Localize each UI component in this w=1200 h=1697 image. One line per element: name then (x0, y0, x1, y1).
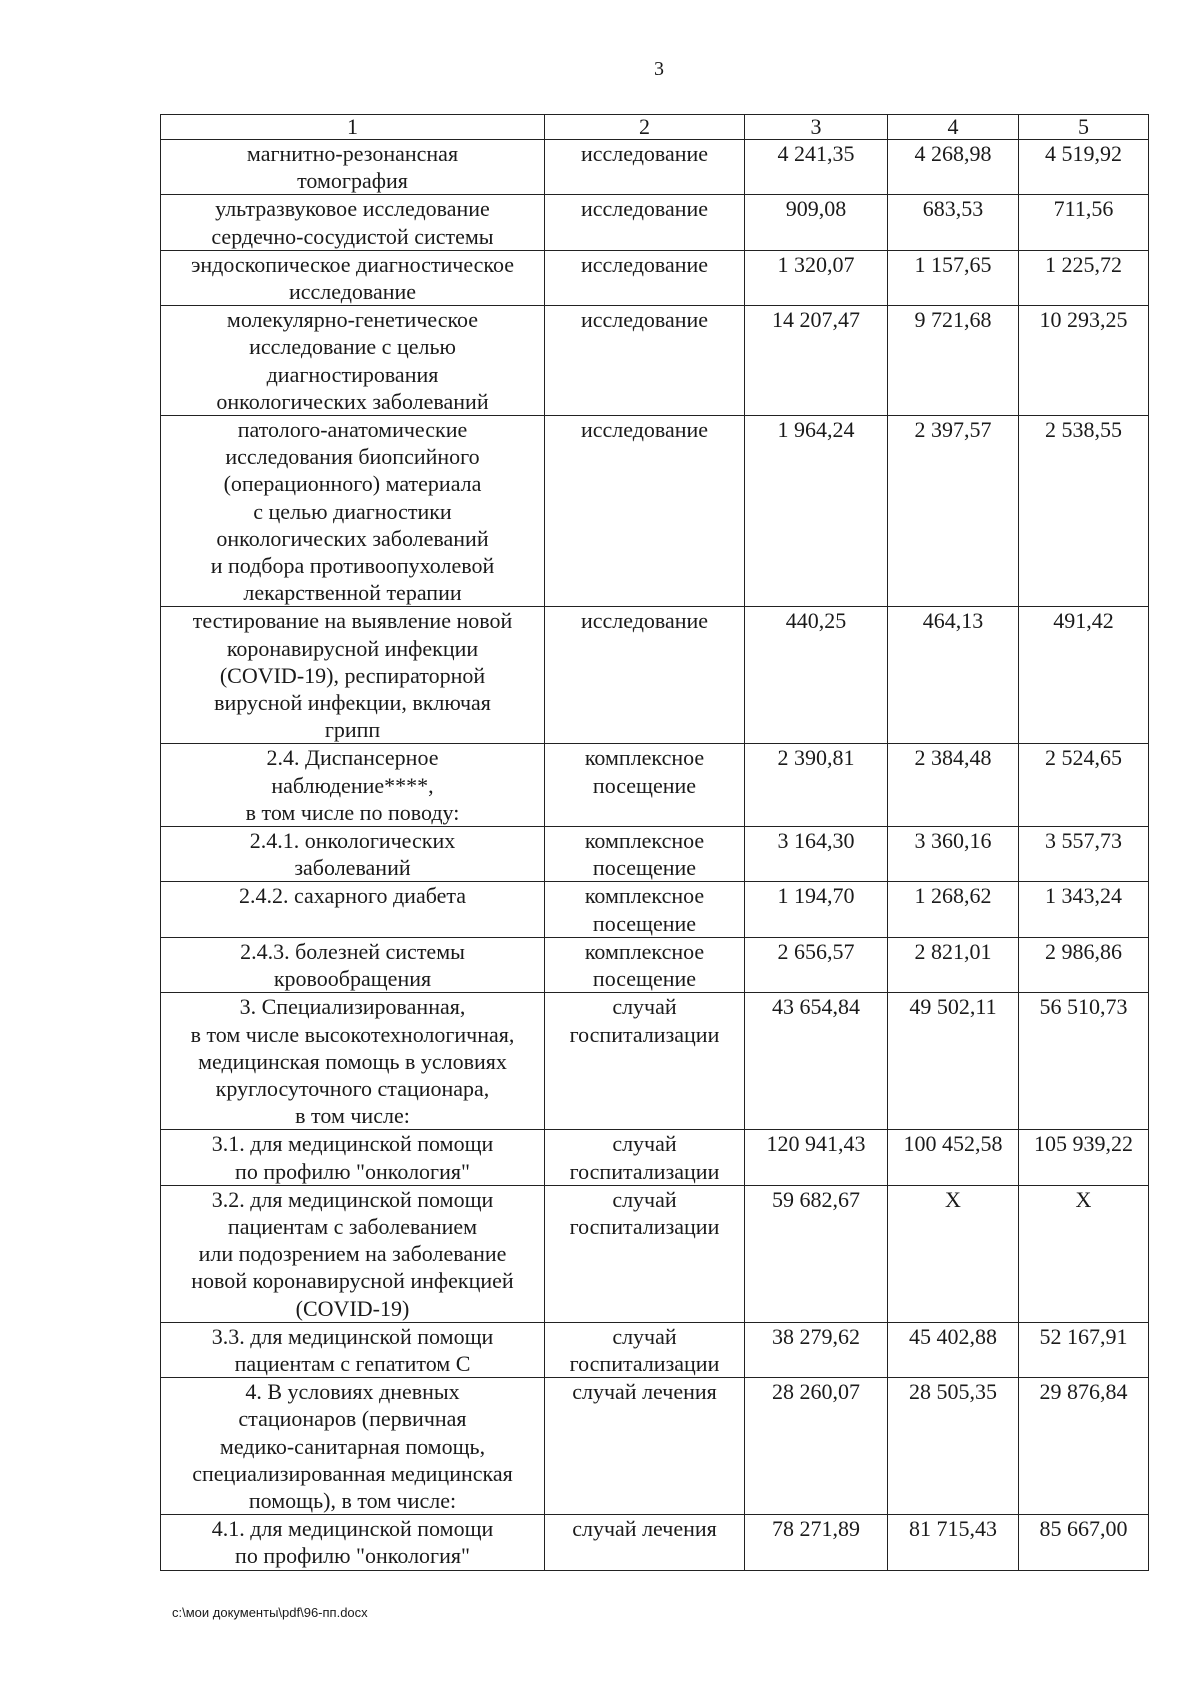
table-row (161, 250, 1149, 305)
row-value-cell: 49 502,11 (888, 993, 1019, 1130)
row-value-cell: 4 268,98 (888, 140, 1019, 195)
row-value-cell: 105 939,22 (1019, 1130, 1149, 1185)
row-value-cell: 100 452,58 (888, 1130, 1019, 1185)
row-unit-cell: комплексное посещение (545, 827, 745, 882)
row-value-cell: 2 538,55 (1019, 416, 1149, 607)
row-value-cell: 683,53 (888, 195, 1019, 250)
row-value-cell: 1 194,70 (745, 882, 888, 937)
row-value-cell: 491,42 (1019, 607, 1149, 744)
row-value-cell: 120 941,43 (745, 1130, 888, 1185)
row-unit-cell: комплексное посещение (545, 882, 745, 937)
column-header: 1 (161, 115, 545, 140)
row-value-cell: 28 505,35 (888, 1378, 1019, 1515)
row-unit-cell: случай госпитализации (545, 1130, 745, 1185)
table-row (161, 993, 1149, 1130)
row-description-cell: 2.4. Диспансерное наблюдение****, в том числе по поводу: (161, 744, 545, 827)
row-value-cell: 52 167,91 (1019, 1322, 1149, 1377)
row-value-cell: 1 157,65 (888, 250, 1019, 305)
column-header: 2 (545, 115, 745, 140)
row-unit-cell: случай госпитализации (545, 1322, 745, 1377)
row-unit-cell: комплексное посещение (545, 744, 745, 827)
row-value-cell: 45 402,88 (888, 1322, 1019, 1377)
row-value-cell: 78 271,89 (745, 1515, 888, 1570)
row-description-cell: 3.1. для медицинской помощи по профилю "онкология" (161, 1130, 545, 1185)
row-unit-cell: исследование (545, 416, 745, 607)
table-row (161, 306, 1149, 416)
row-unit-cell: исследование (545, 607, 745, 744)
row-unit-cell: случай лечения (545, 1515, 745, 1570)
table-row (161, 1185, 1149, 1322)
row-unit-cell: исследование (545, 306, 745, 416)
row-description-cell: 3. Специализированная, в том числе высокотехнологичная, медицинская помощь в условиях круглосуточного стационара, в том числе: (161, 993, 545, 1130)
row-description-cell: 2.4.3. болезней системы кровообращения (161, 937, 545, 992)
table-row (161, 937, 1149, 992)
row-description-cell: 3.3. для медицинской помощи пациентам с гепатитом С (161, 1322, 545, 1377)
row-value-cell: 2 390,81 (745, 744, 888, 827)
tariff-table (160, 114, 1149, 1571)
table-row (161, 827, 1149, 882)
row-description-cell: тестирование на выявление новой коронавирусной инфекции (COVID-19), респираторной вирусной инфекции, включая грипп (161, 607, 545, 744)
row-value-cell: 2 821,01 (888, 937, 1019, 992)
page-number: 3 (654, 58, 664, 80)
row-value-cell: 1 268,62 (888, 882, 1019, 937)
row-value-cell: 38 279,62 (745, 1322, 888, 1377)
row-description-cell: патолого-анатомические исследования биопсийного (операционного) материала с целью диагностики онкологических заболеваний и подбора противоопухолевой лекарственной терапии (161, 416, 545, 607)
row-value-cell: 1 225,72 (1019, 250, 1149, 305)
row-value-cell: 85 667,00 (1019, 1515, 1149, 1570)
table-row (161, 416, 1149, 607)
row-unit-cell: случай лечения (545, 1378, 745, 1515)
row-value-cell: 2 656,57 (745, 937, 888, 992)
row-description-cell: молекулярно-генетическое исследование с целью диагностирования онкологических заболеваний (161, 306, 545, 416)
footer-file-path: c:\мои документы\pdf\96-пп.docx (172, 1605, 368, 1620)
row-description-cell: магнитно-резонансная томография (161, 140, 545, 195)
table-header-row (161, 115, 1149, 140)
row-value-cell: 2 986,86 (1019, 937, 1149, 992)
table-row (161, 195, 1149, 250)
row-value-cell: 2 397,57 (888, 416, 1019, 607)
row-value-cell: 29 876,84 (1019, 1378, 1149, 1515)
row-value-cell: 440,25 (745, 607, 888, 744)
row-value-cell: 3 360,16 (888, 827, 1019, 882)
row-unit-cell: исследование (545, 250, 745, 305)
row-value-cell: 2 384,48 (888, 744, 1019, 827)
row-value-cell: X (888, 1185, 1019, 1322)
table-row (161, 1130, 1149, 1185)
row-value-cell: 1 320,07 (745, 250, 888, 305)
row-description-cell: 2.4.2. сахарного диабета (161, 882, 545, 937)
row-value-cell: 2 524,65 (1019, 744, 1149, 827)
row-value-cell: 909,08 (745, 195, 888, 250)
row-description-cell: эндоскопическое диагностическое исследование (161, 250, 545, 305)
row-value-cell: X (1019, 1185, 1149, 1322)
row-value-cell: 4 519,92 (1019, 140, 1149, 195)
row-value-cell: 56 510,73 (1019, 993, 1149, 1130)
row-value-cell: 464,13 (888, 607, 1019, 744)
row-unit-cell: случай госпитализации (545, 1185, 745, 1322)
row-value-cell: 4 241,35 (745, 140, 888, 195)
row-unit-cell: исследование (545, 195, 745, 250)
column-header: 5 (1019, 115, 1149, 140)
row-description-cell: 4.1. для медицинской помощи по профилю "онкология" (161, 1515, 545, 1570)
row-unit-cell: комплексное посещение (545, 937, 745, 992)
row-value-cell: 81 715,43 (888, 1515, 1019, 1570)
row-value-cell: 711,56 (1019, 195, 1149, 250)
table-row (161, 607, 1149, 744)
column-header: 3 (745, 115, 888, 140)
row-value-cell: 28 260,07 (745, 1378, 888, 1515)
table-row (161, 1378, 1149, 1515)
table-row (161, 1322, 1149, 1377)
row-value-cell: 59 682,67 (745, 1185, 888, 1322)
column-header: 4 (888, 115, 1019, 140)
table-row (161, 744, 1149, 827)
table-row (161, 882, 1149, 937)
row-description-cell: 2.4.1. онкологических заболеваний (161, 827, 545, 882)
row-unit-cell: исследование (545, 140, 745, 195)
row-value-cell: 3 164,30 (745, 827, 888, 882)
row-unit-cell: случай госпитализации (545, 993, 745, 1130)
table-row (161, 1515, 1149, 1570)
table-row (161, 140, 1149, 195)
row-value-cell: 14 207,47 (745, 306, 888, 416)
row-value-cell: 43 654,84 (745, 993, 888, 1130)
row-value-cell: 9 721,68 (888, 306, 1019, 416)
row-value-cell: 1 343,24 (1019, 882, 1149, 937)
row-description-cell: 4. В условиях дневных стационаров (первичная медико-санитарная помощь, специализированная медицинская помощь), в том числе: (161, 1378, 545, 1515)
row-value-cell: 1 964,24 (745, 416, 888, 607)
row-description-cell: 3.2. для медицинской помощи пациентам с заболеванием или подозрением на заболевание новой коронавирусной инфекцией (COVID-19) (161, 1185, 545, 1322)
row-value-cell: 10 293,25 (1019, 306, 1149, 416)
row-value-cell: 3 557,73 (1019, 827, 1149, 882)
row-description-cell: ультразвуковое исследование сердечно-сосудистой системы (161, 195, 545, 250)
